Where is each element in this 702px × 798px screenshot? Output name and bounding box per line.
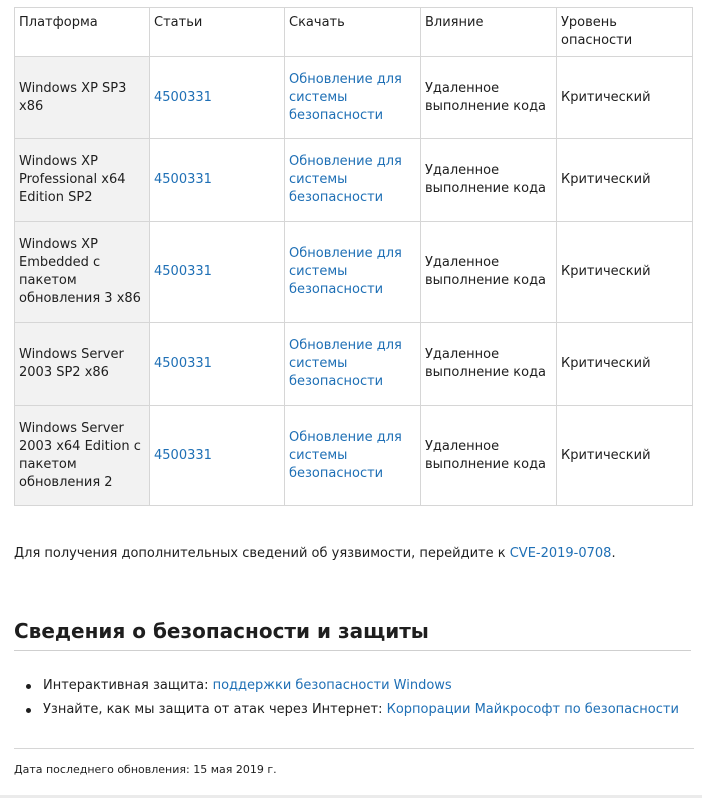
more-info-suffix: .: [611, 546, 616, 561]
more-info-paragraph: [14, 546, 694, 561]
list-item: [14, 701, 694, 725]
table-row: [15, 406, 693, 506]
column-header-articles: Статьи: [150, 8, 285, 57]
impact-cell: Удаленное выполнение кода: [421, 323, 557, 406]
platform-cell: Windows Server 2003 x64 Edition с пакетом обновления 2: [15, 406, 150, 506]
platform-cell: Windows XP SP3 x86: [15, 57, 150, 139]
cve-link[interactable]: CVE-2019-0708: [509, 546, 612, 561]
bullet-text: Интерактивная защита:: [43, 678, 213, 693]
download-link[interactable]: Обновление для системы безопасности: [289, 338, 402, 389]
article-link[interactable]: 4500331: [154, 447, 212, 463]
last-updated-text: Дата последнего обновления: 15 мая 2019 г.: [14, 763, 277, 776]
download-link[interactable]: Обновление для системы безопасности: [289, 429, 402, 481]
bullet-text: Узнайте, как мы защита от атак через Интернет:: [43, 702, 387, 717]
platform-cell: Windows XP Embedded с пакетом обновления 3 x86: [15, 222, 150, 323]
severity-cell: Критический: [557, 57, 693, 139]
platform-cell: Windows Server 2003 SP2 x86: [15, 323, 150, 406]
impact-cell: Удаленное выполнение кода: [421, 406, 557, 506]
article-link[interactable]: 4500331: [154, 356, 212, 371]
article-link[interactable]: 4500331: [154, 264, 212, 279]
severity-cell: Критический: [557, 406, 693, 506]
microsoft-security-link[interactable]: Корпорации Майкрософт по безопасности: [386, 702, 679, 717]
article-link[interactable]: 4500331: [154, 89, 212, 105]
table-row: [15, 57, 693, 139]
severity-cell: Критический: [557, 139, 693, 222]
article-link[interactable]: 4500331: [154, 172, 212, 187]
windows-security-link[interactable]: поддержки безопасности Windows: [212, 678, 452, 693]
column-header-severity: Уровень опасности: [557, 8, 693, 57]
table-row: [15, 139, 693, 222]
footer-divider: [14, 748, 694, 749]
severity-cell: Критический: [557, 323, 693, 406]
impact-cell: Удаленное выполнение кода: [421, 139, 557, 222]
column-header-impact: Влияние: [421, 8, 557, 57]
table-row: [15, 323, 693, 406]
section-heading: Сведения о безопасности и защиты: [14, 618, 691, 651]
column-header-download: Скачать: [285, 8, 421, 57]
impact-cell: Удаленное выполнение кода: [421, 57, 557, 139]
table-row: [15, 222, 693, 323]
severity-cell: Критический: [557, 222, 693, 323]
platform-cell: Windows XP Professional x64 Edition SP2: [15, 139, 150, 222]
vulnerability-table: [14, 7, 693, 506]
download-link[interactable]: Обновление для системы безопасности: [289, 154, 402, 205]
impact-cell: Удаленное выполнение кода: [421, 222, 557, 323]
download-link[interactable]: Обновление для системы безопасности: [289, 71, 402, 123]
download-link[interactable]: Обновление для системы безопасности: [289, 246, 402, 297]
column-header-platform: Платформа: [15, 8, 150, 57]
security-links-list: [14, 677, 694, 725]
more-info-text: Для получения дополнительных сведений об уязвимости, перейдите к: [14, 546, 510, 561]
list-item: [14, 677, 694, 701]
table-header-row: [15, 8, 693, 57]
